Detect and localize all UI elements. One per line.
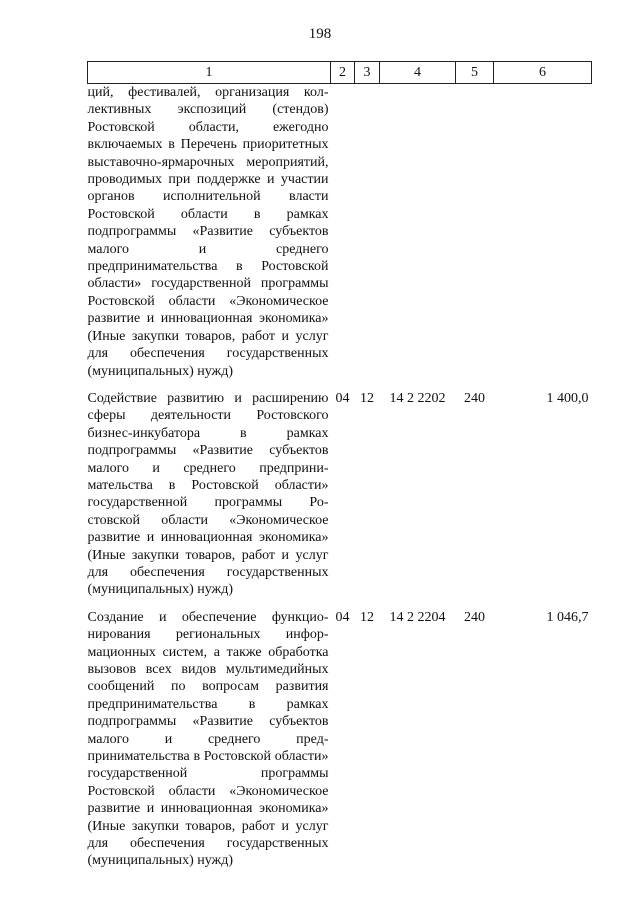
header-col-4: 4 [380,62,456,84]
row-type-code: 240 [464,390,485,406]
row-target-code: 14 2 2202 [389,390,446,406]
row-code-3: 12 [360,390,374,406]
row-amount [494,84,592,380]
table-header [88,62,592,84]
row-description: Создание и обеспечение функционирования региональных информационных систем, а также обработка вызовов всех видов мультимедийных сообщений по вопросам развития предпринимательства в рамках подпрограммы «Развитие субъектов малого и среднего предпринимательства в Ростовской области» государственной программы Ростовской области «Экономическое развитие и инновационная экономика» (Иные закупки товаров, работ и услуг для обеспечения государственных (муниципальных) нужд) [87,609,329,869]
header-col-3: 3 [355,62,380,84]
table-body [88,84,592,870]
table-row [88,599,592,870]
budget-table [87,61,592,870]
header-col-6: 6 [494,62,592,84]
row-code-2 [331,84,355,380]
row-type-code [456,84,494,380]
table-row [88,84,592,380]
header-col-1: 1 [88,62,331,84]
row-code-3 [355,84,380,380]
header-row [88,62,592,84]
page-number: 198 [308,26,332,42]
row-amount: 1 046,7 [546,609,589,625]
row-amount: 1 400,0 [546,390,589,406]
row-code-2: 04 [335,390,350,406]
row-description: ций, фестивалей, организация коллективных экспозиций (стендов) Ростовской области, ежегодно включаемых в Перечень приоритетных выставочно-ярмарочных мероприятий, проводимых при поддержке и участии органов исполнительной власти Ростовской области в рамках подпрограммы «Развитие субъектов малого и среднего предпринимательства в Ростовской области» государственной программы Ростовской области «Экономическое развитие и инновационная экономика» (Иные закупки товаров, работ и услуг для обеспечения государственных (муниципальных) нужд) [87,85,329,379]
row-code-3: 12 [360,609,374,625]
header-col-5: 5 [456,62,494,84]
row-target-code: 14 2 2204 [389,609,446,625]
header-col-2: 2 [331,62,355,84]
row-code-2: 04 [335,609,350,625]
row-description: Содействие развитию и расширению сферы деятельности Ростовского бизнес-инкубатора в рамках подпрограммы «Развитие субъектов малого и среднего предпринимательства в Ростовской области» государственной программы Ростовской области «Экономическое развитие и инновационная экономика» (Иные закупки товаров, работ и услуг для обеспечения государственных (муниципальных) нужд) [87,390,329,598]
table-row [88,380,592,599]
row-type-code: 240 [464,609,485,625]
row-target-code [380,84,456,380]
